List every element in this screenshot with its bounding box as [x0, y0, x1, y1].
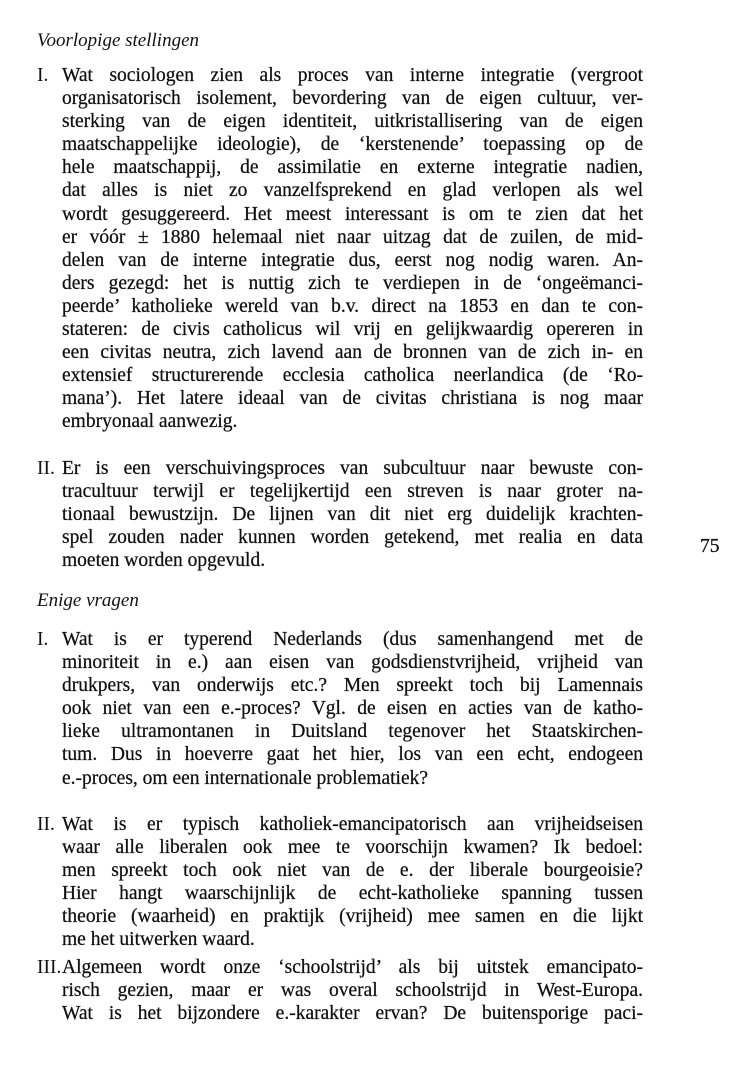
- paragraph-text: [62, 956, 643, 1025]
- text-line: drukpers, van onderwijs etc.? Men spreekt toch bij Lamennais: [62, 675, 643, 697]
- text-line: spel zouden nader kunnen worden getekend, met realia en data: [62, 527, 643, 549]
- text-line: tum. Dus in hoeverre gaat het hier, los van een echt, endogeen: [62, 744, 643, 766]
- roman-numeral-marker: I.: [37, 629, 49, 650]
- paragraph-text: [62, 813, 643, 952]
- text-line: Hier hangt waarschijnlijk de echt-katholieke spanning tussen: [62, 883, 643, 905]
- roman-numeral-marker: I.: [37, 65, 49, 86]
- numbered-paragraph: [37, 956, 643, 1025]
- text-line: minoriteit in e.) aan eisen van godsdienstvrijheid, vrijheid van: [62, 652, 643, 674]
- text-line: waar alle liberalen ook mee te voorschijn kwamen? Ik bedoel:: [62, 837, 643, 859]
- text-line: me het uitwerken waard.: [62, 929, 255, 951]
- numbered-paragraph: [37, 64, 643, 434]
- paragraph-text: [62, 457, 643, 572]
- text-line: tracultuur terwijl er tegelijkertijd een streven is naar groter na-: [62, 481, 643, 503]
- section-heading: Voorlopige stellingen: [37, 30, 200, 51]
- text-line: er vóór ± 1880 helemaal niet naar uitzag dat de zuilen, de mid-: [62, 226, 643, 248]
- paragraph-text: [62, 64, 643, 434]
- text-line: lieke ultramontanen in Duitsland tegenover het Staatskirchen-: [62, 721, 643, 743]
- text-line: extensief structurerende ecclesia catholica neerlandica (de ‘Ro-: [62, 365, 643, 387]
- text-line: Wat is het bijzondere e.-karakter ervan? De buitensporige paci-: [62, 1003, 643, 1025]
- text-line: wordt gesuggereerd. Het meest interessant is om te zien dat het: [62, 203, 643, 225]
- text-line: dat alles is niet zo vanzelfsprekend en glad verlopen als wel: [62, 180, 643, 202]
- text-line: Algemeen wordt onze ‘schoolstrijd’ als bij uitstek emancipato-: [62, 957, 643, 978]
- text-line: een civitas neutra, zich lavend aan de bronnen van de zich in- en: [62, 342, 643, 364]
- text-line: maatschappelijke ideologie), de ‘kerstenende’ toepassing op de: [62, 134, 643, 156]
- text-line: tionaal bewustzijn. De lijnen van dit niet erg duidelijk krachten-: [62, 504, 643, 526]
- text-line: Er is een verschuivingsproces van subcultuur naar bewuste con-: [62, 458, 643, 479]
- text-line: hele maatschappij, de assimilatie en externe integratie nadien,: [62, 157, 643, 179]
- text-line: e.-proces, om een internationale problematiek?: [62, 767, 429, 789]
- text-line: ders gezegd: het is nuttig zich te verdiepen in de ‘ongeëmanci-: [62, 272, 643, 294]
- text-line: mana’). Het latere ideaal van de civitas christiana is nog maar: [62, 388, 643, 410]
- text-line: Wat is er typerend Nederlands (dus samenhangend met de: [62, 629, 643, 650]
- numbered-paragraph: [37, 457, 643, 572]
- numbered-paragraph: [37, 813, 643, 952]
- text-line: embryonaal aanwezig.: [62, 411, 238, 433]
- text-line: stateren: de civis catholicus wil vrij en gelijkwaardig opereren in: [62, 319, 643, 341]
- roman-numeral-marker: II.: [37, 814, 55, 835]
- text-line: ook niet van een e.-proces? Vgl. de eisen en acties van de katho-: [62, 698, 643, 720]
- page-number: 75: [700, 536, 720, 557]
- numbered-paragraph: [37, 628, 643, 790]
- text-line: peerde’ katholieke wereld van b.v. direct na 1853 en dan te con-: [62, 295, 643, 317]
- paragraph-text: [62, 628, 643, 790]
- roman-numeral-marker: III.: [37, 957, 62, 978]
- roman-numeral-marker: II.: [37, 458, 55, 479]
- section-heading: Enige vragen: [37, 590, 139, 611]
- text-line: sterking van de eigen identiteit, uitkristallisering van de eigen: [62, 111, 643, 133]
- text-line: organisatorisch isolement, bevordering van de eigen cultuur, ver-: [62, 88, 643, 110]
- text-line: risch gezien, maar er was overal schoolstrijd in West-Europa.: [62, 980, 643, 1002]
- text-line: men spreekt toch ook niet van de e. der liberale bourgeoisie?: [62, 860, 643, 882]
- text-line: theorie (waarheid) en praktijk (vrijheid) mee samen en die lijkt: [62, 906, 643, 928]
- text-line: Wat is er typisch katholiek-emancipatorisch aan vrijheidseisen: [62, 814, 643, 835]
- text-line: moeten worden opgevuld.: [62, 550, 266, 572]
- text-line: delen van de interne integratie dus, eerst nog nodig waren. An-: [62, 249, 643, 271]
- text-line: Wat sociologen zien als proces van interne integratie (vergroot: [62, 65, 643, 86]
